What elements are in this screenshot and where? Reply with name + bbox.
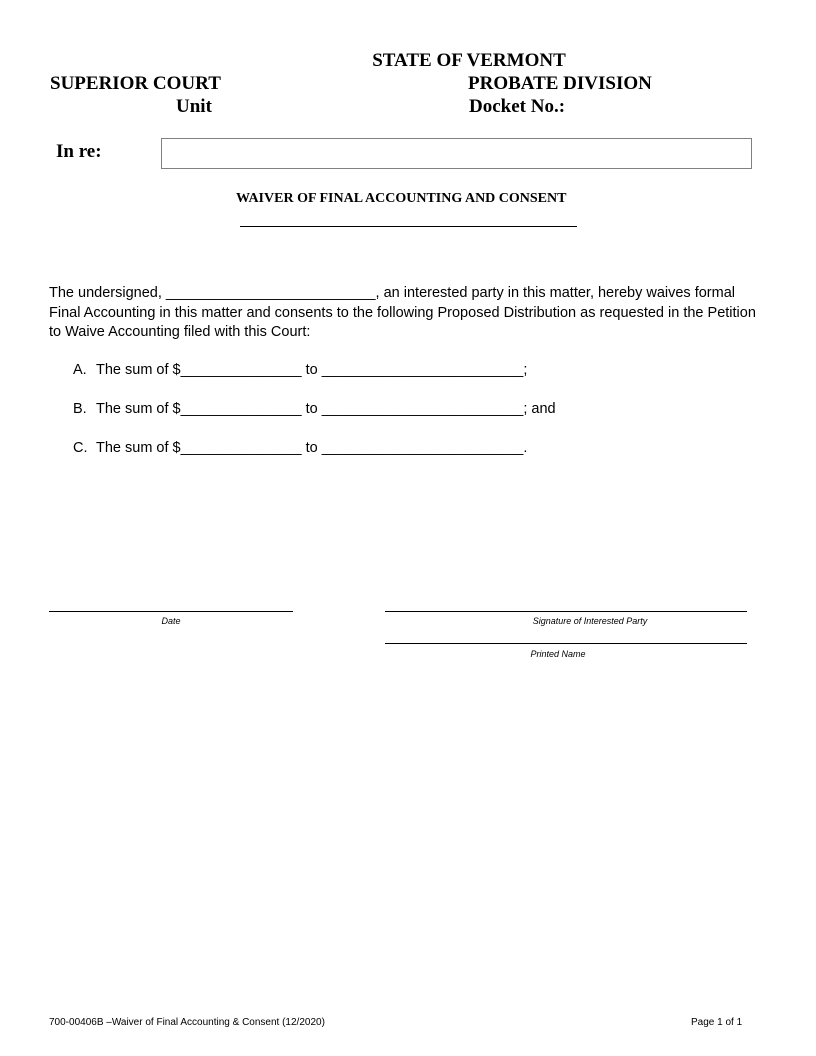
state-heading: STATE OF VERMONT [372,50,566,71]
item-label: B. [73,401,87,417]
page-number: Page 1 of 1 [691,1017,743,1028]
waiver-paragraph: The undersigned, __________________________, an interested party in this matter, hereby waives formal Final Accounting in this matter and consents to the following Proposed Distribution as requested in the Petition to Waive Accounting filed with this Court: [49,285,756,340]
form-id-footer: 700-00406B –Waiver of Final Accounting & Consent (12/2020) [49,1017,325,1028]
signature-line[interactable] [385,611,747,612]
in-re-label: In re: [56,141,102,162]
signature-caption: Signature of Interested Party [532,616,648,626]
distribution-item-b [73,401,556,417]
docket-label: Docket No.: [469,96,566,117]
distribution-item-c [73,440,527,456]
item-text: The sum of $_______________ to _________________________; and [96,401,556,417]
date-line[interactable] [49,611,293,612]
unit-label: Unit [176,96,212,117]
distribution-item-a [73,362,527,378]
printed-name-caption: Printed Name [530,649,586,659]
item-label: A. [73,362,87,378]
division-heading: PROBATE DIVISION [468,73,652,94]
printed-name-line[interactable] [385,643,747,644]
court-heading: SUPERIOR COURT [50,73,221,94]
title-underline [240,226,577,227]
in-re-field[interactable] [161,138,752,169]
date-caption: Date [161,616,181,626]
form-title: WAIVER OF FINAL ACCOUNTING AND CONSENT [236,191,567,206]
item-text: The sum of $_______________ to _________________________; [96,362,528,378]
item-label: C. [73,440,88,456]
item-text: The sum of $_______________ to _________________________. [96,440,528,456]
